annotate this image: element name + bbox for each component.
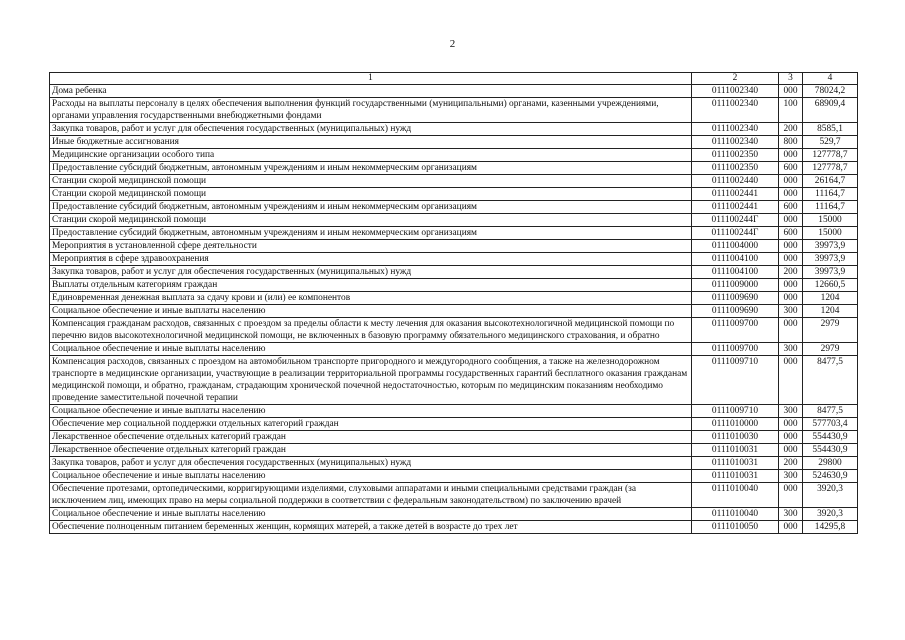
row-expense-type: 000: [779, 175, 803, 188]
row-target-code: 0111009710: [692, 356, 779, 405]
row-amount: 39973,9: [803, 253, 858, 266]
header-col-1: 1: [50, 73, 692, 85]
row-amount: 78024,2: [803, 85, 858, 98]
row-expense-type: 600: [779, 162, 803, 175]
row-target-code: 011100244Г: [692, 227, 779, 240]
row-expense-type: 000: [779, 149, 803, 162]
row-expense-type: 200: [779, 123, 803, 136]
row-expense-type: 000: [779, 444, 803, 457]
row-name: Выплаты отдельным категориям граждан: [50, 279, 692, 292]
row-target-code: 011100244Г: [692, 214, 779, 227]
row-expense-type: 300: [779, 508, 803, 521]
row-name: Станции скорой медицинской помощи: [50, 214, 692, 227]
row-name: Компенсация расходов, связанных с проездом на автомобильном транспорте пригородного и междугородного сообщения, а также на железнодорожном транспорте в медицинские организации, участвующие в реализации территориальной программы государственных гарантий бесплатного оказания гражданам медицинской помощи, и обратно, гражданам, страдающим хронической почечной недостаточностью, которым по медицинским показаниям необходимо проведение заместительной почечной терапии: [50, 356, 692, 405]
row-amount: 3920,3: [803, 483, 858, 508]
row-name: Лекарственное обеспечение отдельных категорий граждан: [50, 431, 692, 444]
row-target-code: 0111002441: [692, 201, 779, 214]
row-expense-type: 000: [779, 292, 803, 305]
page-number: 2: [449, 38, 456, 50]
row-expense-type: 000: [779, 240, 803, 253]
table-row: [50, 175, 858, 188]
row-name: Обеспечение протезами, ортопедическими, корригирующими изделиями, слуховыми аппаратами и иными специальными средствами граждан (за исключением лиц, имеющих право на меры социальной поддержки в соответствии с федеральным законодательством) по заключению врачей: [50, 483, 692, 508]
row-name: Медицинские организации особого типа: [50, 149, 692, 162]
table-row: [50, 508, 858, 521]
row-expense-type: 200: [779, 457, 803, 470]
table-row: [50, 149, 858, 162]
row-amount: 554430,9: [803, 444, 858, 457]
row-target-code: 0111010031: [692, 444, 779, 457]
row-expense-type: 000: [779, 431, 803, 444]
row-target-code: 0111010031: [692, 470, 779, 483]
table-row: [50, 444, 858, 457]
row-name: Дома ребенка: [50, 85, 692, 98]
table-row: [50, 98, 858, 123]
header-col-4: 4: [803, 73, 858, 85]
table-row: [50, 483, 858, 508]
row-expense-type: 100: [779, 98, 803, 123]
row-amount: 39973,9: [803, 266, 858, 279]
table-row: [50, 305, 858, 318]
row-target-code: 0111002340: [692, 136, 779, 149]
row-expense-type: 000: [779, 483, 803, 508]
table-row: [50, 292, 858, 305]
row-target-code: 0111010050: [692, 521, 779, 534]
row-amount: 29800: [803, 457, 858, 470]
row-amount: 15000: [803, 227, 858, 240]
row-amount: 127778,7: [803, 149, 858, 162]
row-target-code: 0111009690: [692, 292, 779, 305]
row-name: Станции скорой медицинской помощи: [50, 175, 692, 188]
row-amount: 11164,7: [803, 201, 858, 214]
row-expense-type: 300: [779, 305, 803, 318]
table-row: [50, 188, 858, 201]
row-name: Мероприятия в установленной сфере деятельности: [50, 240, 692, 253]
row-name: Закупка товаров, работ и услуг для обеспечения государственных (муниципальных) нужд: [50, 123, 692, 136]
row-target-code: 0111010040: [692, 483, 779, 508]
row-expense-type: 000: [779, 418, 803, 431]
row-target-code: 0111009000: [692, 279, 779, 292]
table-row: [50, 253, 858, 266]
table-row: [50, 136, 858, 149]
row-target-code: 0111010040: [692, 508, 779, 521]
row-amount: 68909,4: [803, 98, 858, 123]
row-target-code: 0111009710: [692, 405, 779, 418]
row-expense-type: 000: [779, 214, 803, 227]
row-amount: 1204: [803, 305, 858, 318]
row-target-code: 0111002440: [692, 175, 779, 188]
table-row: [50, 457, 858, 470]
row-target-code: 0111002350: [692, 162, 779, 175]
row-target-code: 0111010000: [692, 418, 779, 431]
row-amount: 1204: [803, 292, 858, 305]
table-row: [50, 279, 858, 292]
table-row: [50, 356, 858, 405]
row-target-code: 0111010031: [692, 457, 779, 470]
row-expense-type: 600: [779, 201, 803, 214]
row-target-code: 0111004100: [692, 266, 779, 279]
row-name: Иные бюджетные ассигнования: [50, 136, 692, 149]
row-name: Социальное обеспечение и иные выплаты населению: [50, 470, 692, 483]
row-amount: 8477,5: [803, 405, 858, 418]
row-name: Расходы на выплаты персоналу в целях обеспечения выполнения функций государственными (муниципальными) органами, казенными учреждениями, органами управления государственными внебюджетными фондами: [50, 98, 692, 123]
row-target-code: 0111002340: [692, 85, 779, 98]
row-expense-type: 000: [779, 188, 803, 201]
row-name: Социальное обеспечение и иные выплаты населению: [50, 343, 692, 356]
row-name: Единовременная денежная выплата за сдачу крови и (или) ее компонентов: [50, 292, 692, 305]
table-row: [50, 201, 858, 214]
table-row: [50, 343, 858, 356]
row-name: Мероприятия в сфере здравоохранения: [50, 253, 692, 266]
row-amount: 577703,4: [803, 418, 858, 431]
header-col-3: 3: [779, 73, 803, 85]
row-name: Обеспечение мер социальной поддержки отдельных категорий граждан: [50, 418, 692, 431]
row-expense-type: 800: [779, 136, 803, 149]
row-expense-type: 300: [779, 470, 803, 483]
row-amount: 11164,7: [803, 188, 858, 201]
row-target-code: 0111009700: [692, 343, 779, 356]
row-expense-type: 000: [779, 318, 803, 343]
table-row: [50, 266, 858, 279]
table-row: [50, 227, 858, 240]
table-row: [50, 123, 858, 136]
row-name: Станции скорой медицинской помощи: [50, 188, 692, 201]
header-col-2: 2: [692, 73, 779, 85]
table-row: [50, 431, 858, 444]
row-amount: 3920,3: [803, 508, 858, 521]
row-expense-type: 000: [779, 85, 803, 98]
table-row: [50, 162, 858, 175]
row-expense-type: 600: [779, 227, 803, 240]
row-expense-type: 300: [779, 343, 803, 356]
row-name: Социальное обеспечение и иные выплаты населению: [50, 405, 692, 418]
row-name: Предоставление субсидий бюджетным, автономным учреждениям и иным некоммерческим организациям: [50, 227, 692, 240]
row-target-code: 0111002441: [692, 188, 779, 201]
table-body: [50, 85, 858, 534]
table-row: [50, 240, 858, 253]
row-amount: 12660,5: [803, 279, 858, 292]
row-name: Лекарственное обеспечение отдельных категорий граждан: [50, 444, 692, 457]
row-amount: 8477,5: [803, 356, 858, 405]
row-target-code: 0111009690: [692, 305, 779, 318]
row-name: Социальное обеспечение и иные выплаты населению: [50, 508, 692, 521]
row-target-code: 0111002340: [692, 123, 779, 136]
table-header-row: [50, 73, 858, 85]
row-name: Закупка товаров, работ и услуг для обеспечения государственных (муниципальных) нужд: [50, 457, 692, 470]
row-amount: 554430,9: [803, 431, 858, 444]
table-row: [50, 214, 858, 227]
row-target-code: 0111002350: [692, 149, 779, 162]
table-row: [50, 405, 858, 418]
row-amount: 127778,7: [803, 162, 858, 175]
table-row: [50, 521, 858, 534]
row-expense-type: 300: [779, 405, 803, 418]
row-amount: 529,7: [803, 136, 858, 149]
row-name: Закупка товаров, работ и услуг для обеспечения государственных (муниципальных) нужд: [50, 266, 692, 279]
row-target-code: 0111010030: [692, 431, 779, 444]
row-amount: 2979: [803, 318, 858, 343]
row-amount: 14295,8: [803, 521, 858, 534]
row-expense-type: 000: [779, 253, 803, 266]
row-target-code: 0111009700: [692, 318, 779, 343]
row-amount: 39973,9: [803, 240, 858, 253]
row-name: Обеспечение полноценным питанием беременных женщин, кормящих матерей, а также детей в возрасте до трех лет: [50, 521, 692, 534]
row-amount: 8585,1: [803, 123, 858, 136]
row-amount: 26164,7: [803, 175, 858, 188]
row-name: Компенсация гражданам расходов, связанных с проездом за пределы области к месту лечения для оказания высокотехнологичной медицинской помощи по перечню видов высокотехнологичной медицинской помощи, не включенных в базовую программу обязательного медицинского страхования, и обратно: [50, 318, 692, 343]
row-expense-type: 000: [779, 521, 803, 534]
row-expense-type: 200: [779, 266, 803, 279]
row-target-code: 0111004000: [692, 240, 779, 253]
row-amount: 2979: [803, 343, 858, 356]
row-amount: 524630,9: [803, 470, 858, 483]
row-name: Предоставление субсидий бюджетным, автономным учреждениям и иным некоммерческим организациям: [50, 162, 692, 175]
table-row: [50, 418, 858, 431]
row-target-code: 0111002340: [692, 98, 779, 123]
row-name: Предоставление субсидий бюджетным, автономным учреждениям и иным некоммерческим организациям: [50, 201, 692, 214]
budget-table: [49, 72, 858, 534]
table-row: [50, 85, 858, 98]
row-amount: 15000: [803, 214, 858, 227]
table-row: [50, 318, 858, 343]
table-row: [50, 470, 858, 483]
row-target-code: 0111004100: [692, 253, 779, 266]
row-expense-type: 000: [779, 356, 803, 405]
row-expense-type: 000: [779, 279, 803, 292]
row-name: Социальное обеспечение и иные выплаты населению: [50, 305, 692, 318]
